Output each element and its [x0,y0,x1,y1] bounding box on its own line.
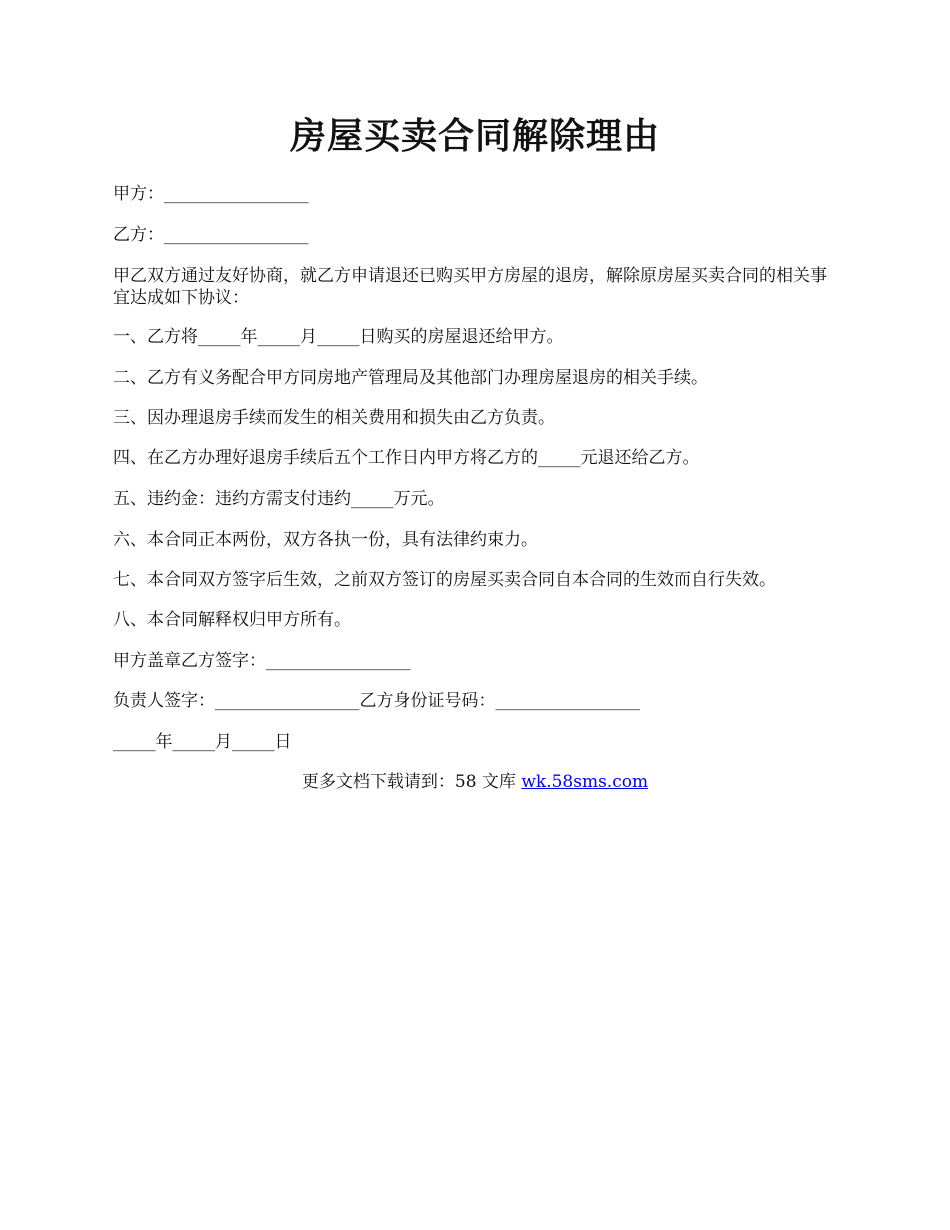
date-line: _____年_____月_____日 [113,732,292,752]
clause-2: 二、乙方有义务配合甲方同房地产管理局及其他部门办理房屋退房的相关手续。 [113,368,708,388]
clause-7: 七、本合同双方签字后生效，之前双方签订的房屋买卖合同自本合同的生效而自行失效。 [113,570,776,590]
clause-4: 四、在乙方办理好退房手续后五个工作日内甲方将乙方的_____元退还给乙方。 [113,448,700,468]
seal-signature-line: 甲方盖章乙方签字：_________________ [113,651,411,671]
clause-8: 八、本合同解释权归甲方所有。 [113,610,351,630]
party-b-line: 乙方：_________________ [113,225,309,245]
download-footer [0,771,950,793]
clause-5: 五、违约金：违约方需支付违约_____万元。 [113,489,445,509]
party-a-line: 甲方：_________________ [113,184,309,204]
clause-6: 六、本合同正本两份，双方各执一份，具有法律约束力。 [113,530,538,550]
document-title: 房屋买卖合同解除理由 [289,115,660,157]
footer-prefix: 更多文档下载请到：58 文库 [301,772,522,792]
responsible-signature-line: 负责人签字：_________________乙方身份证号码：_________________ [113,691,640,711]
clause-1: 一、乙方将_____年_____月_____日购买的房屋退还给甲方。 [113,327,564,347]
footer-link[interactable]: wk.58sms.com [521,772,649,792]
clause-3: 三、因办理退房手续而发生的相关费用和损失由乙方负责。 [113,408,555,428]
agreement-intro: 甲乙双方通过友好协商，就乙方申请退还已购买甲方房屋的退房，解除原房屋买卖合同的相关事宜达成如下协议： [113,266,827,308]
